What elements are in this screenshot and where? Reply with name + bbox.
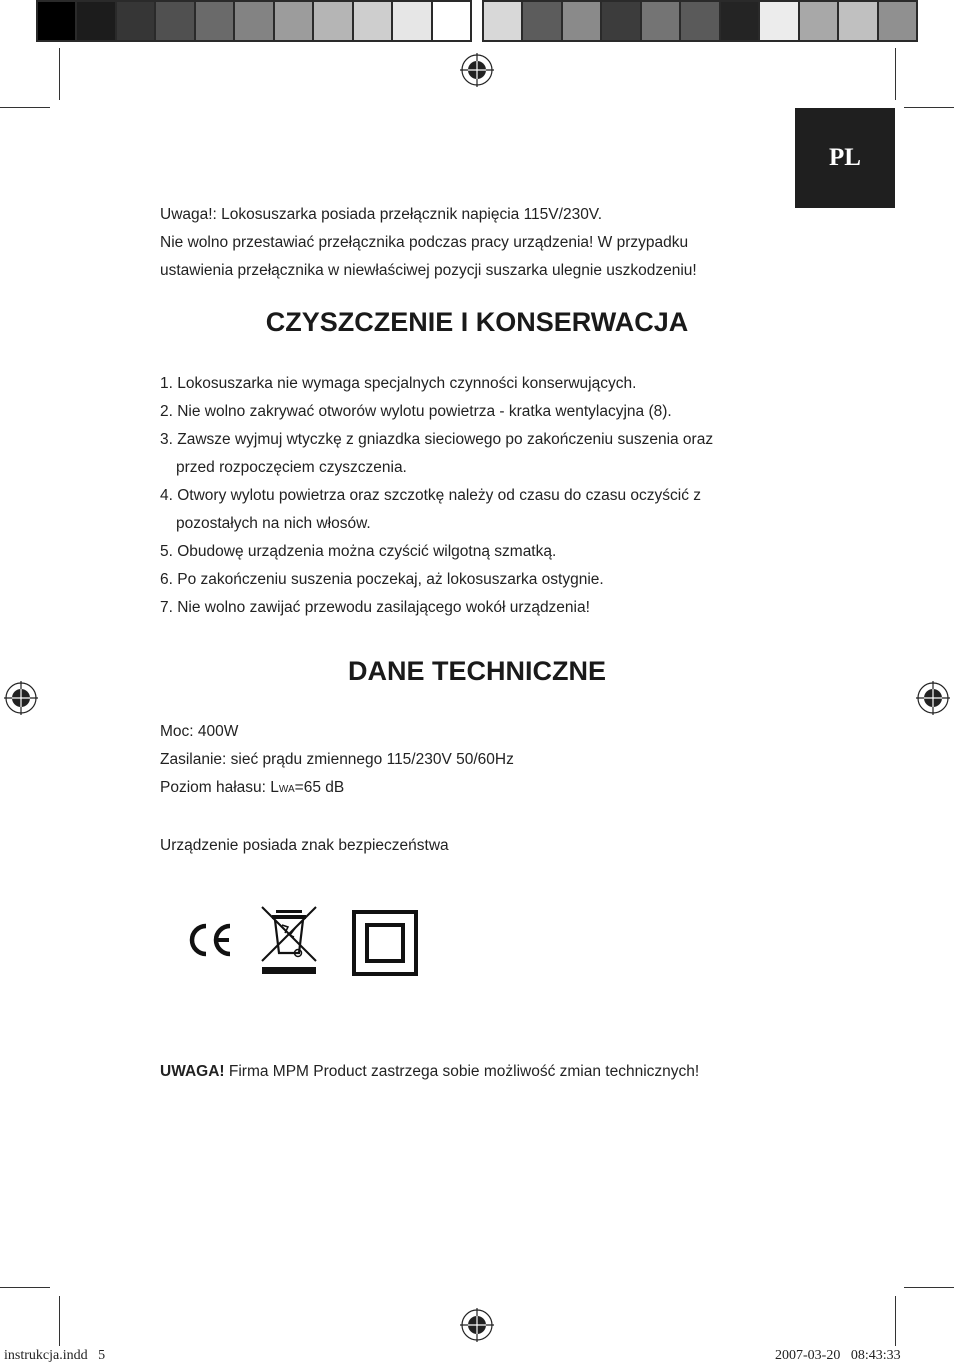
noise-value: =65 dB bbox=[294, 779, 345, 796]
color-swatch bbox=[484, 2, 523, 40]
spec-power: Moc: 400W bbox=[160, 723, 239, 740]
color-swatch bbox=[642, 2, 681, 40]
crop-mark bbox=[895, 1296, 896, 1346]
color-swatch bbox=[563, 2, 602, 40]
color-swatch bbox=[800, 2, 839, 40]
list-item-continuation: przed rozpoczęciem czyszczenia. bbox=[176, 459, 407, 476]
cleaning-heading: CZYSZCZENIE I KONSERWACJA bbox=[265, 307, 689, 337]
safety-mark-text: Urządzenie posiada znak bezpieczeństwa bbox=[160, 837, 449, 854]
registration-mark-icon bbox=[460, 53, 494, 87]
color-swatch bbox=[235, 2, 274, 40]
list-item: 7. Nie wolno zawijać przewodu zasilającego wokół urządzenia! bbox=[160, 599, 590, 616]
crop-mark bbox=[0, 107, 50, 108]
color-swatch bbox=[523, 2, 562, 40]
list-item: 4. Otwory wylotu powietrza oraz szczotkę należy od czasu do czasu oczyścić z bbox=[160, 487, 701, 504]
cleaning-list bbox=[160, 370, 713, 622]
color-swatch bbox=[602, 2, 641, 40]
color-swatch bbox=[354, 2, 393, 40]
voltage-warning bbox=[160, 201, 697, 285]
crop-mark bbox=[895, 48, 896, 100]
technical-heading: DANE TECHNICZNE bbox=[347, 656, 606, 686]
color-swatch bbox=[77, 2, 116, 40]
spec-supply: Zasilanie: sieć prądu zmiennego 115/230V 50/60Hz bbox=[160, 751, 514, 768]
crop-mark bbox=[59, 1296, 60, 1346]
list-item: 3. Zawsze wyjmuj wtyczkę z gniazdka sieciowego po zakończeniu suszenia oraz bbox=[160, 431, 714, 448]
color-swatch bbox=[314, 2, 353, 40]
color-swatch bbox=[839, 2, 878, 40]
color-swatch bbox=[393, 2, 432, 40]
language-tab: PL bbox=[795, 108, 895, 208]
crop-mark bbox=[904, 107, 954, 108]
color-swatch bbox=[721, 2, 760, 40]
color-swatch bbox=[879, 2, 916, 40]
spec-noise bbox=[160, 774, 514, 804]
color-swatch bbox=[156, 2, 195, 40]
crop-mark bbox=[0, 1287, 50, 1288]
weee-bin-icon bbox=[260, 905, 318, 977]
footer-timestamp: 2007-03-20 08:43:33 bbox=[775, 1348, 901, 1363]
ce-mark-icon bbox=[186, 922, 234, 958]
noise-subscript: WA bbox=[278, 784, 295, 795]
color-swatch bbox=[760, 2, 799, 40]
warning-line: ustawienia przełącznika w niewłaściwej pozycji suszarka ulegnie uszkodzeniu! bbox=[160, 262, 697, 279]
crop-mark bbox=[904, 1287, 954, 1288]
crop-mark bbox=[59, 48, 60, 100]
list-item: 5. Obudowę urządzenia można czyścić wilgotną szmatką. bbox=[160, 543, 557, 560]
list-item: 2. Nie wolno zakrywać otworów wylotu powietrza - kratka wentylacyjna (8). bbox=[160, 403, 672, 420]
color-bar-right bbox=[482, 0, 918, 42]
footer-file: instrukcja.indd 5 bbox=[4, 1348, 106, 1363]
color-swatch bbox=[433, 2, 470, 40]
technical-notice bbox=[160, 1058, 699, 1086]
registration-mark-icon bbox=[460, 1308, 494, 1342]
list-item: 6. Po zakończeniu suszenia poczekaj, aż lokosuszarka ostygnie. bbox=[160, 571, 604, 588]
notice-text: Firma MPM Product zastrzega sobie możliwość zmian technicznych! bbox=[224, 1063, 700, 1080]
technical-specs bbox=[160, 718, 514, 860]
warning-line: Uwaga!: Lokosuszarka posiada przełącznik napięcia 115V/230V. bbox=[160, 206, 603, 223]
warning-line: Nie wolno przestawiać przełącznika podczas pracy urządzenia! W przypadku bbox=[160, 234, 689, 251]
list-item-continuation: pozostałych na nich włosów. bbox=[176, 515, 371, 532]
list-item: 1. Lokosuszarka nie wymaga specjalnych czynności konserwujących. bbox=[160, 375, 637, 392]
color-swatch bbox=[275, 2, 314, 40]
class-ii-insulation-icon bbox=[352, 910, 418, 976]
color-swatch bbox=[196, 2, 235, 40]
noise-prefix: Poziom hałasu: L bbox=[160, 779, 279, 796]
color-swatch bbox=[681, 2, 720, 40]
color-swatch bbox=[117, 2, 156, 40]
notice-label: UWAGA! bbox=[160, 1063, 225, 1080]
color-swatch bbox=[38, 2, 77, 40]
color-bar-left bbox=[36, 0, 472, 42]
